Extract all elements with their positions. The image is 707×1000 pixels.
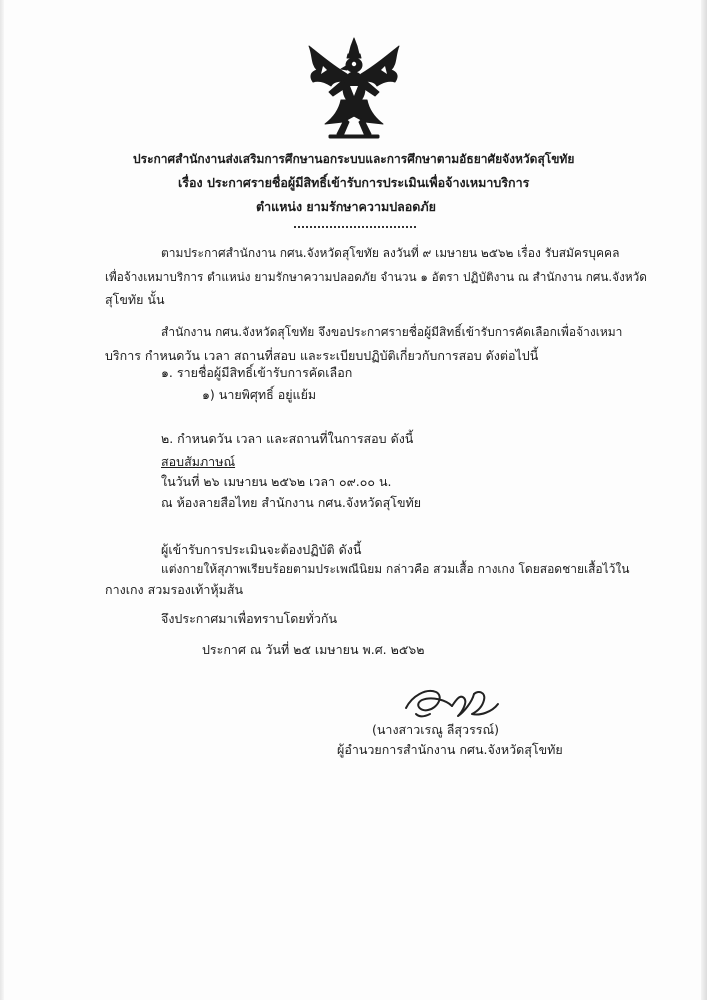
rules-heading: ผู้เข้ารับการประเมินจะต้องปฏิบัติ ดังนี้ [161, 542, 362, 557]
signatory-title: ผู้อำนวยการสำนักงาน กศน.จังหวัดสุโขทัย [337, 742, 563, 757]
announcement-position: ตำแหน่ง ยามรักษาความปลอดภัย [256, 199, 436, 214]
dotted-divider [294, 226, 416, 228]
announcement-subject: เรื่อง ประกาศรายชื่อผู้มีสิทธิ์เข้ารับการประเมินเพื่อจ้างเหมาบริการ [178, 175, 530, 190]
rules-line2: กางเกง สวมรองเท้าหุ้มส้น [105, 582, 244, 597]
page-edge-right [701, 0, 707, 1000]
item2-heading: ๒. กำหนดวัน เวลา และสถานที่ในการสอบ ดังนี้ [161, 431, 414, 446]
paragraph1-line1: ตามประกาศสำนักงาน กศน.จังหวัดสุโขทัย ลงวันที่ ๙ เมษายน ๒๕๖๒ เรื่อง รับสมัครบุคคล [161, 246, 620, 260]
paragraph2-line1: สำนักงาน กศน.จังหวัดสุโขทัย จึงขอประกาศรายชื่อผู้มีสิทธิ์เข้ารับการคัดเลือกเพื่อจ้างเหมา [161, 325, 623, 339]
handwritten-signature [402, 682, 512, 722]
interview-date: ในวันที่ ๒๖ เมษายน ๒๕๖๒ เวลา ๐๙.๐๐ น. [161, 474, 392, 489]
announcement-title: ประกาศสำนักงานส่งเสริมการศึกษานอกระบบและการศึกษาตามอัธยาศัยจังหวัดสุโขทัย [133, 152, 575, 166]
announcement-date: ประกาศ ณ วันที่ ๒๕ เมษายน พ.ศ. ๒๕๖๒ [202, 642, 425, 657]
paragraph1-line2: เพื่อจ้างเหมาบริการ ตำแหน่ง ยามรักษาความปลอดภัย จำนวน ๑ อัตรา ปฏิบัติงาน ณ สำนักงาน กศน.จังหวัด [105, 270, 647, 284]
rules-line1: แต่งกายให้สุภาพเรียบร้อยตามประเพณีนิยม กล่าวคือ สวมเสื้อ กางเกง โดยสอดชายเสื้อไว้ใน [161, 562, 630, 576]
closing-statement: จึงประกาศมาเพื่อทราบโดยทั่วกัน [161, 611, 338, 626]
interview-place: ณ ห้องลายสือไทย สำนักงาน กศน.จังหวัดสุโขทัย [161, 495, 422, 510]
paragraph1-line3: สุโขทัย นั้น [105, 292, 165, 307]
paragraph2-line2: บริการ กำหนดวัน เวลา สถานที่สอบ และระเบียบปฏิบัติเกี่ยวกับการสอบ ดังต่อไปนี้ [105, 348, 539, 363]
interview-label: สอบสัมภาษณ์ [161, 454, 236, 469]
page-edge-left [0, 0, 4, 1000]
item1-heading: ๑. รายชื่อผู้มีสิทธิ์เข้ารับการคัดเลือก [161, 365, 353, 380]
candidate-name: ๑) นายพิศุทธิ์ อยู่แย้ม [202, 387, 317, 402]
signatory-name: (นางสาวเรณู ลีสุวรรณ์) [372, 722, 499, 737]
garuda-emblem-icon [303, 36, 405, 140]
